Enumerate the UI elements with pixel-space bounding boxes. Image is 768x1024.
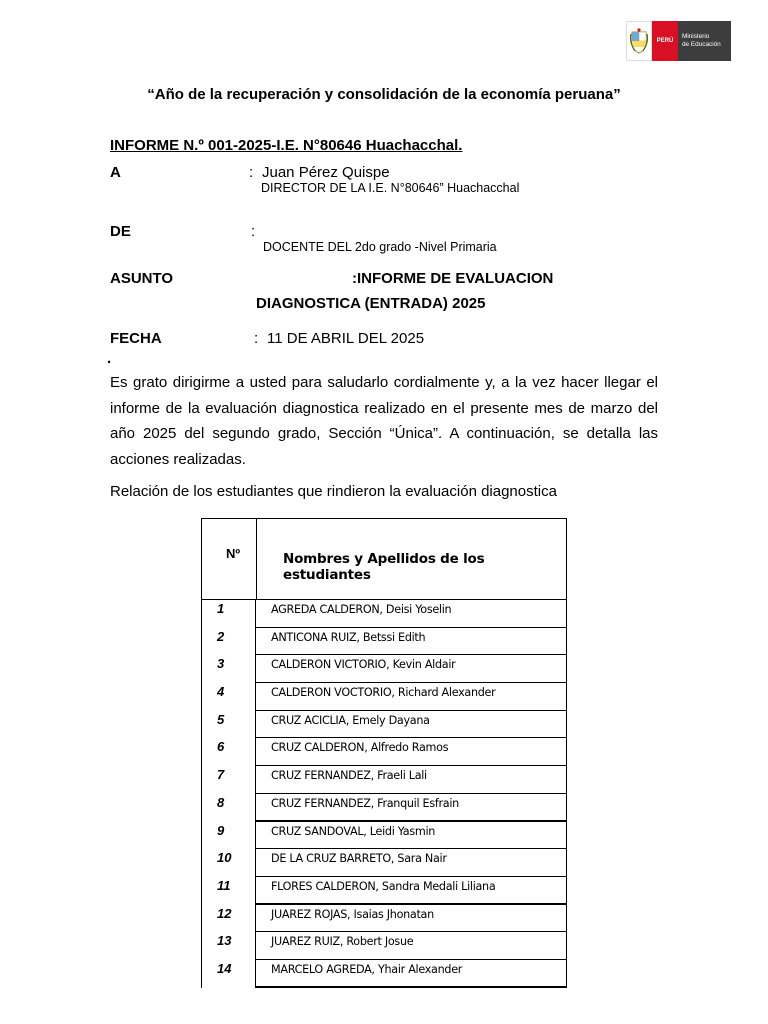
peru-label: PERÚ (652, 21, 678, 61)
row-number: 4 (217, 684, 225, 700)
student-name: CALDERON VOCTORIO, Richard Alexander (271, 686, 496, 700)
student-name: CRUZ FERNANDEZ, Fraeli Lali (271, 769, 427, 783)
row-number: 10 (217, 850, 232, 866)
to-position: DIRECTOR DE LA I.E. N°80646” Huachacchal (261, 181, 520, 195)
report-number: INFORME N.º 001-2025-I.E. N°80646 Huachacchal. (110, 137, 463, 154)
row-number: 8 (217, 794, 225, 810)
table-row (201, 766, 567, 794)
row-number: 7 (217, 767, 225, 783)
table-row (201, 960, 567, 988)
table-row (201, 877, 567, 905)
ministry-label (678, 21, 731, 61)
date-label: FECHA (110, 330, 162, 347)
table-row (201, 849, 567, 877)
table-row (201, 932, 567, 960)
student-name: CRUZ SANDOVAL, Leidi Yasmin (271, 824, 436, 838)
row-number: 2 (217, 628, 225, 644)
student-name: CRUZ FERNANDEZ, Franquil Esfrain (271, 796, 459, 810)
table-row (201, 738, 567, 766)
row-number: 13 (217, 933, 232, 949)
student-name: MARCELO AGREDA, Yhair Alexander (271, 962, 463, 976)
row-number: 11 (217, 877, 231, 893)
row-number: 9 (217, 822, 225, 838)
table-row (201, 905, 567, 933)
row-number: 3 (217, 656, 225, 672)
student-name: CALDERON VICTORIO, Kevin Aldair (271, 658, 456, 672)
table-row (201, 711, 567, 739)
ministry-line-2: de Educación (682, 41, 721, 48)
ministry-line-1: Ministerio (682, 33, 710, 40)
table-header (201, 518, 567, 600)
to-name: Juan Pérez Quispe (262, 164, 390, 181)
year-motto: “Año de la recuperación y consolidación de la economía peruana” (147, 86, 621, 103)
table-row (201, 683, 567, 711)
header-names: Nombres y Apellidos de los estudiantes (283, 551, 485, 583)
table-row (201, 655, 567, 683)
stray-dot: . (107, 350, 112, 367)
to-label: A (110, 164, 121, 181)
students-intro: Relación de los estudiantes que rindieron la evaluación diagnostica (110, 483, 557, 500)
student-name: CRUZ ACICLIA, Emely Dayana (271, 713, 430, 727)
row-number: 6 (217, 739, 225, 755)
row-number: 14 (217, 960, 232, 976)
table-row (201, 822, 567, 850)
body-paragraph: Es grato dirigirme a usted para saludarlo cordialmente y, a la vez hacer llegar el informe de la evaluación diagnostica realizado en el presente mes de marzo del año 2025 del segundo grado, Sección “Única”. A continuación, se detalla las acciones realizadas. (110, 374, 658, 468)
students-table (201, 518, 567, 988)
coat-of-arms-icon (626, 21, 652, 61)
table-row (201, 794, 567, 822)
row-number: 5 (217, 711, 225, 727)
header-number: Nº (226, 546, 241, 561)
table-body (201, 600, 567, 988)
student-name: CRUZ CALDERON, Alfredo Ramos (271, 741, 449, 755)
date-value: 11 DE ABRIL DEL 2025 (267, 330, 425, 347)
table-row (201, 628, 567, 656)
row-number: 12 (217, 905, 232, 921)
row-number: 1 (217, 601, 225, 616)
date-colon: : (254, 330, 259, 347)
student-name: FLORES CALDERON, Sandra Medali Liliana (271, 879, 496, 893)
student-name: AGREDA CALDERON, Deisi Yoselin (271, 603, 452, 616)
from-label: DE (110, 223, 131, 240)
subject-line-2: DIAGNOSTICA (ENTRADA) 2025 (256, 295, 486, 312)
subject-label: ASUNTO (110, 270, 174, 287)
student-name: DE LA CRUZ BARRETO, Sara Nair (271, 852, 447, 866)
table-row (201, 600, 567, 628)
student-name: ANTICONA RUIZ, Betssi Edith (271, 630, 426, 644)
subject-line-1: :INFORME DE EVALUACION (352, 270, 554, 287)
student-name: JUAREZ ROJAS, Isaias Jhonatan (271, 907, 434, 921)
from-colon: : (251, 223, 256, 240)
from-position: DOCENTE DEL 2do grado -Nivel Primaria (263, 240, 497, 254)
student-name: JUAREZ RUIZ, Robert Josue (271, 935, 414, 949)
ministry-logo (626, 21, 731, 61)
to-colon: : (249, 164, 254, 181)
